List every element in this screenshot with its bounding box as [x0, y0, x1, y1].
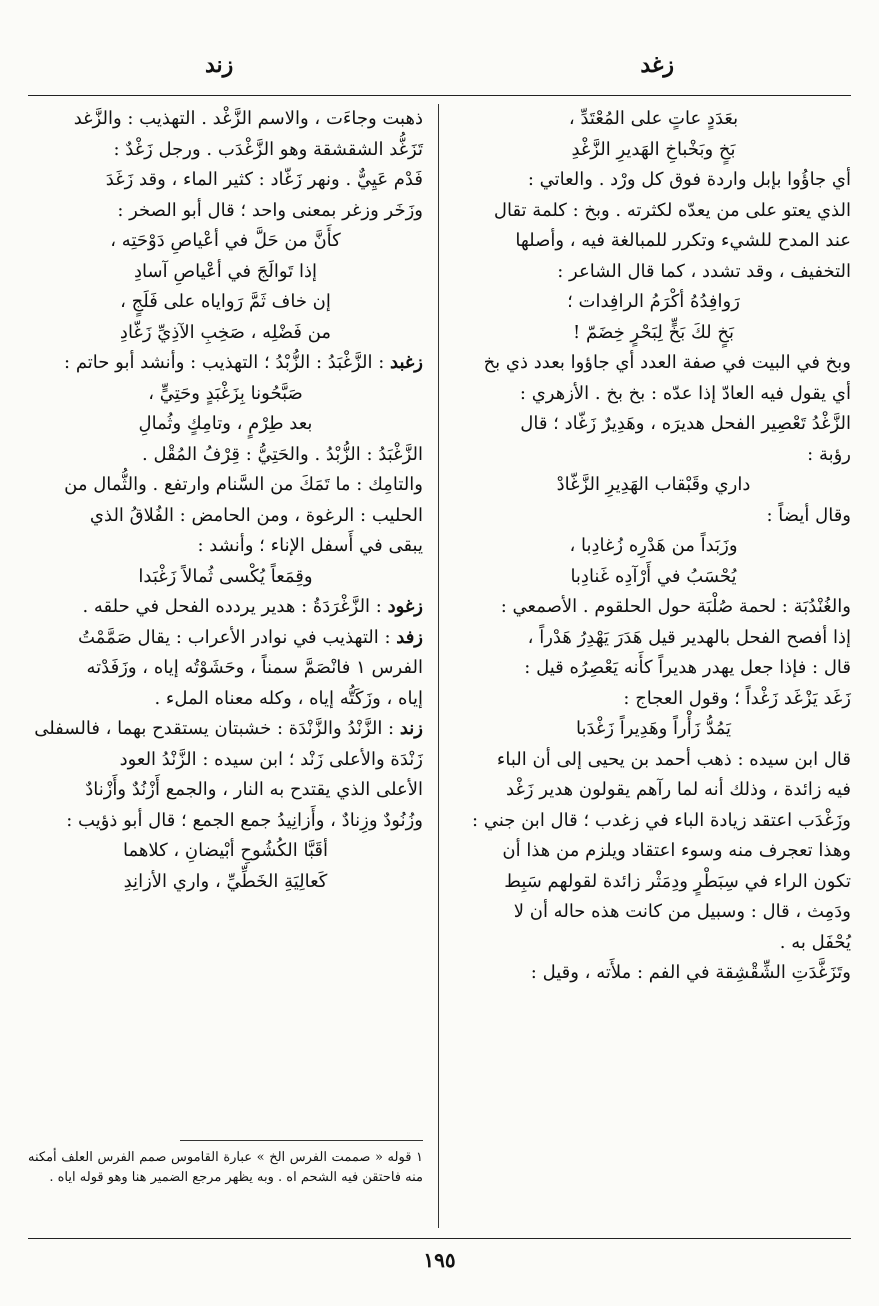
- running-header-left: زند: [205, 52, 234, 78]
- prose-line: الذي يعتو على من يعدّه لكثرته . وبخ : كلمة تقال: [493, 199, 851, 221]
- verse-line: وزَبَداً من هَدْرِه زُغادِبا ،: [569, 535, 738, 556]
- verse-line: داري وقَبْقاب الهَدِيرِ الزَّغّادْ: [556, 474, 751, 495]
- prose-line: وقال أيضاً :: [766, 504, 851, 526]
- prose-line: زَغَد يَزْغَد زَغْداً ؛ وقول العجاج :: [623, 687, 851, 709]
- headword: زغبد: [390, 352, 423, 373]
- prose-line: زَنْدَة والأعلى زَنْد ؛ ابن سيده : الزَّنْدُ العود: [119, 748, 423, 770]
- prose-line: وبخ في البيت في صفة العدد أي جاؤوا بعدد ذي بخ: [483, 352, 851, 373]
- verse-line: إن خاف ثَمَّ رَواياه على فَلَجٍ ،: [120, 291, 331, 312]
- verse-line: بعد طِرْمٍ ، وتامِكٍ وثُمالِ: [138, 413, 313, 434]
- right-column: [456, 104, 851, 989]
- prose-line: زغود : الزَّغْرَدَةُ : هدير يردده الفحل في حلقه .: [82, 596, 423, 617]
- prose-line: الحليب : الرغوة ، ومن الحامض : الفُلاقُ الذي: [89, 504, 423, 526]
- verse-line: وقِمَعاً يُكْسى ثُمالاً زَغْبَدا: [138, 565, 313, 587]
- prose-line: فيه زائدة ، وذلك أنه لما رآهم يقولون هدير زَغْد: [506, 779, 851, 800]
- prose-line: تكون الراء في سِبَطْرٍ ودِمَثْر زائدة لقولهم سَبِط: [504, 870, 851, 892]
- prose-line: ودَمِث ، قال : وسبيل من كانت هذه حاله أن لا: [513, 901, 851, 922]
- prose-line: وزَخَر وزغر بمعنى واحد ؛ قال أبو الصخر :: [117, 199, 423, 221]
- footnote: ١ قوله « صممت الفرس الخ » عبارة القاموس صمم الفرس العلف أمكنه منه فاحتقن فيه الشحم اه . وبه يظهر مرجع الضمير هنا وهو قوله اياه .: [28, 1150, 423, 1185]
- verse-line: أقَبَّا الكُشُوحِ أبْيضانِ ، كلاهما: [122, 840, 329, 861]
- prose-line: أي يقول فيه العادّ إذا عدّه : بخ بخ . الأزهري :: [519, 382, 851, 404]
- verse-line: بعَدَدٍ عاتٍ على المُعْتَدِّ ،: [568, 108, 739, 129]
- prose-line: يُحْفَل به .: [779, 931, 851, 953]
- prose-line: وهذا تعجرف منه وسوء اعتقاد ويلزم من هذا أن: [502, 840, 851, 861]
- page-number: ١٩٥: [423, 1248, 456, 1272]
- verse-line: بَخٍ لكَ بَخٍّ لِبَحْرٍ خِضَمّ !: [573, 321, 734, 343]
- prose-line: رؤبة :: [807, 443, 851, 465]
- headword: زفد: [396, 626, 423, 648]
- prose-line: ذهبت وجاءَت ، والاسم الزَّغْد . التهذيب : والزَّغد: [73, 108, 423, 129]
- prose-line: والغُنْدُبَة : لحمة صُلْبَة حول الحلقوم . الأصمعي :: [500, 596, 851, 617]
- prose-line: زند : الزَّنْدُ والزَّنْدَة : خشبتان يستقدح بهما ، فالسفلى: [34, 718, 423, 739]
- prose-line: وزَغْدَب اعتقد زيادة الباء في زغدب ؛ قال ابن جني :: [472, 809, 851, 831]
- column-divider: [438, 104, 439, 1228]
- verse-line: من فَضْلِه ، صَخِبِ الآذِيِّ زَغّادِ: [119, 321, 332, 343]
- verse-line: كَعالِيَةِ الخَطِّيِّ ، واري الأزانِدِ: [123, 870, 328, 892]
- prose-line: قال : فإذا جعل يهدر هديراً كأَنه يَعْصِرُه قيل :: [524, 657, 851, 678]
- headword: زغود: [387, 596, 423, 617]
- footnote-rule: [180, 1140, 423, 1141]
- verse-line: إذا تَوالَجَ في أعْياصِ آسادِ: [134, 260, 317, 282]
- prose-line: وزُنُودٌ وزِنادٌ ، وأَزانِيدُ جمع الجمع ؛ قال أبو ذؤيب :: [66, 809, 423, 831]
- verse-line: يُحْسَبُ في أَرْآدِه غَنادِبا: [570, 565, 737, 587]
- prose-line: الزَّغْبَدُ : الزُّبْدُ . والحَتِيُّ : قِرْفُ المُقْل .: [142, 443, 423, 465]
- prose-line: فَدْم عَيِيٌّ . ونهر زَغّاد : كثير الماء ، وقد زَغَدَ: [105, 169, 423, 190]
- prose-line: الأعلى الذي يقتدح به النار ، والجمع أَزْنُدٌ وأَزْنادٌ: [85, 779, 423, 800]
- running-header-right: زغد: [640, 52, 674, 78]
- headword: زند: [399, 718, 423, 739]
- prose-line: زفد : التهذيب في نوادر الأعراب : يقال صَمَّمْتُ: [78, 626, 423, 648]
- prose-line: والتامِك : ما تَمَكَ من السَّنام وارتفع . والثُّمال من: [64, 474, 423, 495]
- top-rule: [28, 95, 851, 96]
- verse-line: صَبَّحُونا بِزَغْبَدٍ وحَتِيٍّ ،: [148, 382, 303, 404]
- prose-line: قال ابن سيده : ذهب أحمد بن يحيى إلى أن الباء: [496, 748, 851, 770]
- verse-line: بَخٍ وبَخْباخِ الهَديرِ الزَّغْدِ: [571, 138, 736, 160]
- prose-line: الفرس ١ فانْصَمَّ سمناً ، وحَشَوْتُه إياه ، وزَفَدْته: [86, 657, 423, 678]
- prose-line: زغبد : الزَّغْبَدُ : الزُّبْدُ ؛ التهذيب : وأنشد أبو حاتم :: [64, 352, 423, 373]
- prose-line: وتَزَغَّدَتِ الشِّقْشِقة في الفم : ملأَته ، وقيل :: [530, 962, 851, 983]
- prose-line: أي جاؤُوا بإبل واردة فوق كل ورْد . والعاتي :: [527, 169, 851, 190]
- prose-line: إياه ، وزَكَتُّه إياه ، وكله معناه الملء .: [154, 687, 423, 709]
- bottom-rule: [28, 1238, 851, 1239]
- left-column: [28, 104, 423, 897]
- prose-line: الزَّغْدُ تَعْصِير الفحل هديرَه ، وهَدِيرٌ زَغّاد ؛ قال: [520, 413, 851, 434]
- verse-line: رَوافِدُهُ أكْرَمُ الرافِدات ؛: [567, 291, 740, 312]
- verse-line: يَمُدُّ زَأْراً وهَدِيراً زَغْدَبا: [575, 718, 732, 739]
- prose-line: يبقى في أَسفل الإناء ؛ وأنشد :: [197, 535, 423, 556]
- prose-line: إذا أفصح الفحل بالهدير قيل هَدَرَ يَهْدِرُ هَدْراً ،: [527, 626, 851, 648]
- prose-line: التخفيف ، وقد تشدد ، كما قال الشاعر :: [557, 260, 851, 282]
- prose-line: عند المدح للشيء وتكرر للمبالغة فيه ، وأصلها: [515, 230, 851, 251]
- verse-line: كأَنَّ من حَلَّ في أعْياصِ دَوْحَتِه ،: [110, 230, 341, 251]
- prose-line: تَزَغُّد الشقشقة وهو الزَّغْدَب . ورجل زَغْدٌ :: [113, 138, 423, 160]
